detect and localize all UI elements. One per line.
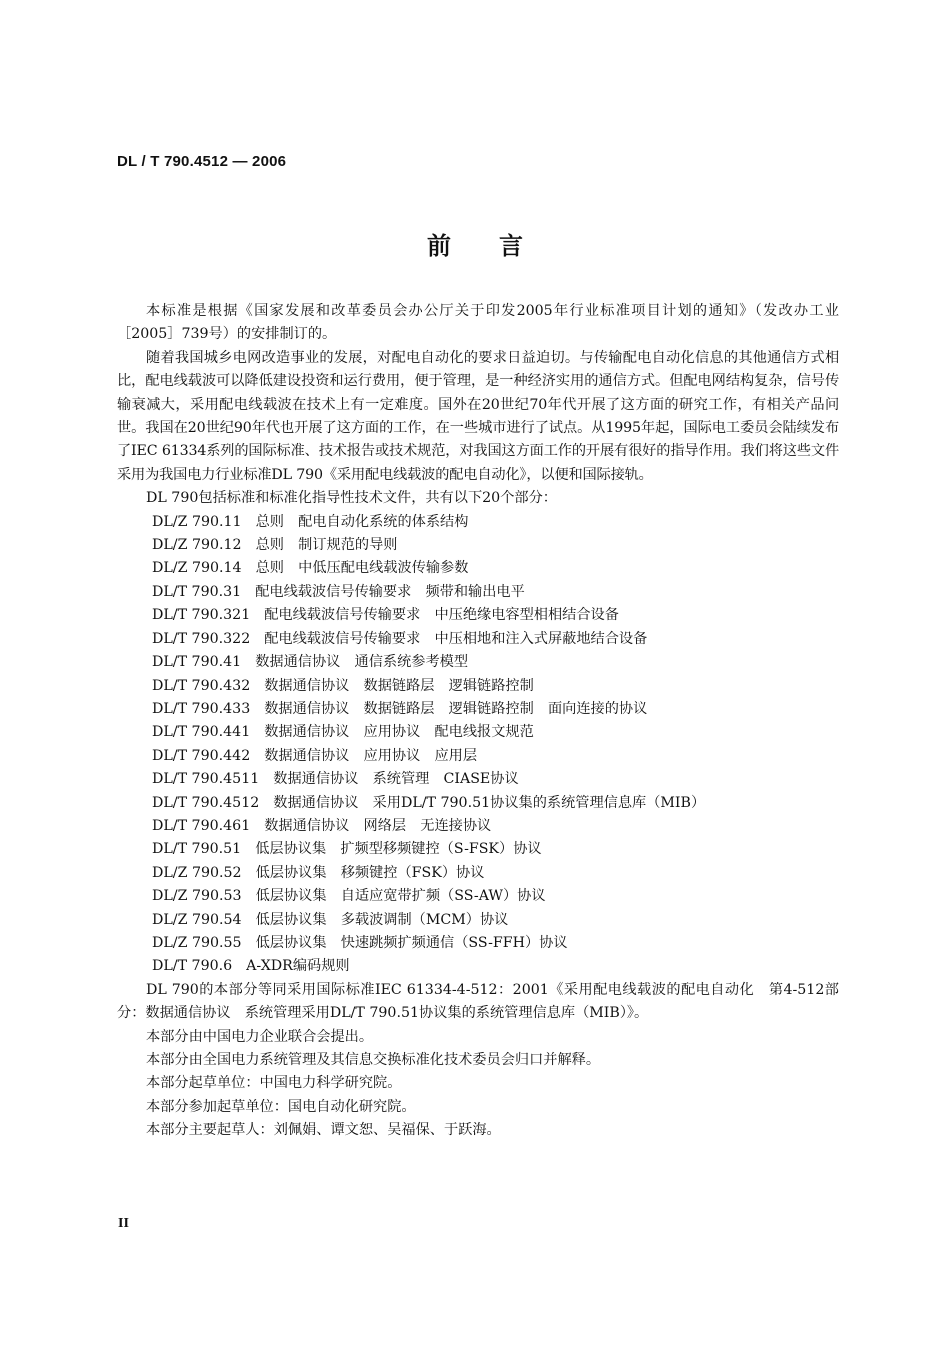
- paragraph-drafters: 本部分主要起草人：刘佩娟、谭文恕、吴福保、于跃海。: [146, 1122, 501, 1139]
- part-code: DL/T 790.461: [152, 817, 251, 834]
- part-code: DL/T 790.4512: [152, 794, 260, 811]
- part-code: DL/Z 790.55: [152, 934, 242, 951]
- part-title: 配电线载波信号传输要求 中压绝缘电容型相相结合设备: [264, 607, 619, 624]
- part-code: DL/T 790.31: [152, 583, 242, 600]
- part-code: DL/T 790.41: [152, 654, 242, 671]
- list-item: [117, 792, 839, 815]
- part-title: 数据通信协议 数据链路层 逻辑链路控制: [264, 677, 534, 694]
- part-title: 低层协议集 多载波调制（MCM）协议: [255, 911, 509, 928]
- paragraph-proposer: 本部分由中国电力企业联合会提出。: [146, 1028, 374, 1045]
- list-item: [117, 768, 839, 791]
- list-item: [117, 628, 839, 651]
- paragraph-participating-unit: 本部分参加起草单位：国电自动化研究院。: [146, 1098, 416, 1115]
- list-item: [117, 815, 839, 838]
- part-title: 数据通信协议 网络层 无连接协议: [264, 817, 492, 834]
- list-item: [117, 604, 839, 627]
- standard-code: DL / T 790.4512 — 2006: [117, 153, 287, 170]
- paragraph-parts-intro: DL 790包括标准和标准化指导性技术文件，共有以下20个部分：: [146, 490, 557, 507]
- page-number: II: [118, 1216, 129, 1231]
- part-title: 总则 制订规范的导则: [255, 537, 398, 554]
- part-code: DL/T 790.441: [152, 724, 251, 741]
- page-title: 前言: [427, 232, 571, 260]
- part-title: 数据通信协议 数据链路层 逻辑链路控制 面向连接的协议: [264, 700, 648, 717]
- part-title: 低层协议集 扩频型移频键控（S-FSK）协议: [255, 841, 542, 858]
- part-code: DL/T 790.4511: [152, 771, 260, 788]
- paragraph-basis: 本标准是根据《国家发展和改革委员会办公厅关于印发2005年行业标准项目计划的通知》（发改办工业［2005］739号）的安排制订的。: [117, 303, 839, 343]
- part-title: 数据通信协议 系统管理 CIASE协议: [273, 771, 519, 788]
- part-code: DL/Z 790.12: [152, 537, 242, 554]
- list-item: [117, 955, 839, 978]
- part-code: DL/T 790.433: [152, 700, 251, 717]
- part-code: DL/Z 790.52: [152, 864, 242, 881]
- list-item: [117, 675, 839, 698]
- paragraph-adoption: DL 790的本部分等同采用国际标准IEC 61334-4-512：2001《采用配电线载波的配电自动化 第4-512部分：数据通信协议 系统管理采用DL/T 790.51协议集的系统管理信息库（MIB）》。: [117, 981, 839, 1022]
- list-item: [117, 885, 839, 908]
- document-body: [117, 300, 839, 1143]
- part-code: DL/T 790.442: [152, 747, 251, 764]
- part-title: 低层协议集 移频键控（FSK）协议: [255, 864, 485, 881]
- list-item: [117, 581, 839, 604]
- part-code: DL/T 790.51: [152, 841, 242, 858]
- parts-list: [117, 511, 839, 979]
- list-item: [117, 534, 839, 557]
- paragraph-background: 随着我国城乡电网改造事业的发展，对配电自动化的要求日益迫切。与传输配电自动化信息的其他通信方式相比，配电线载波可以降低建设投资和运行费用，便于管理，是一种经济实用的通信方式。但配电网结构复杂，信号传输衰减大，采用配电线载波在技术上有一定难度。国外在20世纪70年代开展了这方面的研究工作，有相关产品问世。我国在20世纪90年代也开展了这方面的工作，在一些城市进行了试点。从1995年起，国际电工委员会陆续发布了IEC 61334系列的国际标准、技术报告或技术规范，对我国这方面工作的开展有很好的指导作用。我们将这些文件采用为我国电力行业标准DL 790《采用配电线载波的配电自动化》，以便和国际接轨。: [117, 349, 839, 483]
- list-item: [117, 698, 839, 721]
- part-code: DL/T 790.6: [152, 958, 233, 975]
- part-title: A-XDR编码规则: [246, 958, 350, 975]
- part-code: DL/Z 790.54: [152, 911, 242, 928]
- part-title: 数据通信协议 采用DL/T 790.51协议集的系统管理信息库（MIB）: [273, 794, 706, 811]
- part-code: DL/T 790.321: [152, 607, 251, 624]
- part-code: DL/T 790.322: [152, 630, 251, 647]
- part-code: DL/Z 790.14: [152, 560, 242, 577]
- part-title: 数据通信协议 应用协议 应用层: [264, 747, 478, 764]
- list-item: [117, 909, 839, 932]
- part-code: DL/T 790.432: [152, 677, 251, 694]
- part-code: DL/Z 790.11: [152, 513, 242, 530]
- part-title: 总则 配电自动化系统的体系结构: [255, 513, 469, 530]
- list-item: [117, 862, 839, 885]
- list-item: [117, 721, 839, 744]
- part-title: 配电线载波信号传输要求 频带和输出电平: [255, 583, 525, 600]
- part-title: 数据通信协议 通信系统参考模型: [255, 654, 469, 671]
- part-title: 配电线载波信号传输要求 中压相地和注入式屏蔽地结合设备: [264, 630, 648, 647]
- list-item: [117, 511, 839, 534]
- part-title: 低层协议集 自适应宽带扩频（SS-AW）协议: [255, 888, 546, 905]
- list-item: [117, 932, 839, 955]
- part-code: DL/Z 790.53: [152, 888, 242, 905]
- paragraph-committee: 本部分由全国电力系统管理及其信息交换标准化技术委员会归口并解释。: [146, 1052, 601, 1068]
- list-item: [117, 651, 839, 674]
- part-title: 数据通信协议 应用协议 配电线报文规范: [264, 724, 534, 741]
- part-title: 总则 中低压配电线载波传输参数: [255, 560, 469, 577]
- paragraph-drafting-unit: 本部分起草单位：中国电力科学研究院。: [146, 1075, 402, 1092]
- part-title: 低层协议集 快速跳频扩频通信（SS-FFH）协议: [255, 934, 568, 951]
- list-item: [117, 838, 839, 861]
- list-item: [117, 557, 839, 580]
- list-item: [117, 745, 839, 768]
